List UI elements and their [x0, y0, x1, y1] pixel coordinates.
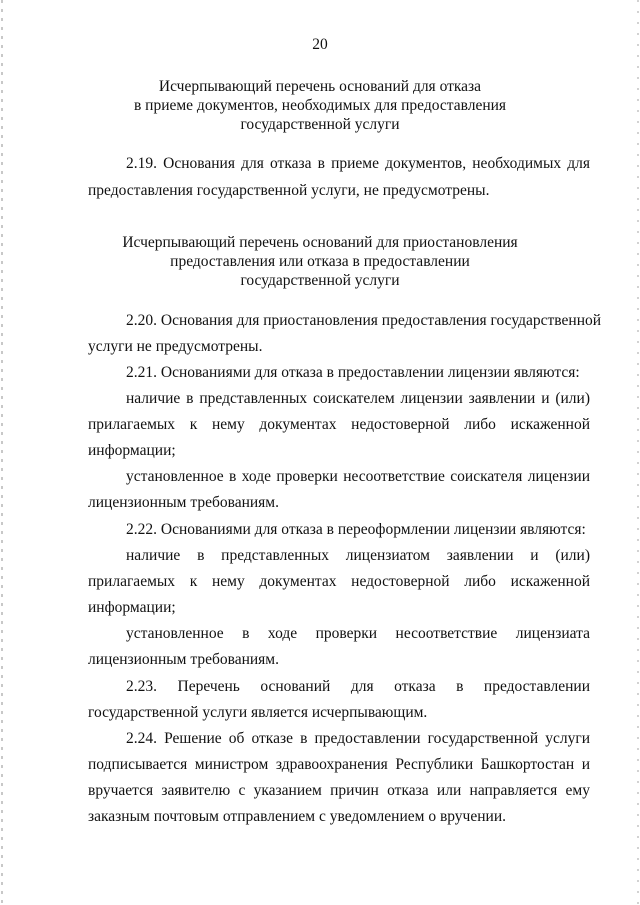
heading-line: государственной услуги [240, 272, 400, 289]
paragraph-2-21-line: лицензионным требованиям. [88, 494, 279, 511]
paragraph-2-21-line: 2.21. Основаниями для отказа в предоставлении лицензии являются: [126, 364, 580, 381]
paragraph-2-23-line: государственной услуги является исчерпывающим. [88, 704, 428, 721]
heading-line: предоставления или отказа в предоставлении [170, 253, 470, 270]
paragraph-2-22-line: прилагаемых к нему документах недостоверной либо искаженной [88, 573, 590, 590]
paragraph-2-21-line: установленное в ходе проверки несоответствие соискателя лицензии [126, 468, 590, 485]
paragraph-2-24-line: вручается заявителю с указанием причин отказа или направляется ему [88, 782, 590, 799]
paragraph-2-22-line: информации; [88, 599, 176, 616]
scan-edge-right [637, 0, 639, 905]
paragraph-2-24-line: подписывается министром здравоохранения Республики Башкортостан и [88, 756, 590, 773]
section-heading-suspension-refusal [90, 233, 550, 290]
heading-line: государственной услуги [240, 116, 400, 133]
page-number: 20 [312, 36, 328, 53]
paragraph-2-20-line: 2.20. Основания для приостановления предоставления государственной [126, 312, 602, 329]
paragraph-2-21-line: прилагаемых к нему документах недостоверной либо искаженной [88, 416, 590, 433]
paragraph-2-19-line: 2.19. Основания для отказа в приеме документов, необходимых для [126, 155, 590, 172]
heading-line: Исчерпывающий перечень оснований для приостановления [122, 234, 518, 251]
paragraph-2-20-line: услуги не предусмотрены. [88, 338, 263, 355]
heading-line: Исчерпывающий перечень оснований для отказа [158, 78, 482, 95]
paragraph-2-21-line: информации; [88, 442, 176, 459]
paragraph-2-19-line: предоставления государственной услуги, не предусмотрены. [88, 182, 490, 199]
paragraph-2-24-line: заказным почтовым отправлением с уведомлением о вручении. [88, 808, 506, 825]
paragraph-2-24-line: 2.24. Решение об отказе в предоставлении государственной услуги [126, 730, 590, 747]
paragraph-2-22-line: установленное в ходе проверки несоответствие лицензиата [126, 625, 590, 642]
paragraph-2-21-line: наличие в представленных соискателем лицензии заявлении и (или) [126, 390, 590, 407]
paragraph-2-23-line: 2.23. Перечень оснований для отказа в предоставлении [126, 678, 590, 695]
paragraph-2-22-line: наличие в представленных лицензиатом заявлении и (или) [126, 547, 590, 564]
section-heading-refusal-documents [90, 77, 550, 134]
heading-line: в приеме документов, необходимых для предоставления [133, 97, 507, 114]
paragraph-2-22-line: лицензионным требованиям. [88, 651, 279, 668]
paragraph-2-22-line: 2.22. Основаниями для отказа в переоформлении лицензии являются: [126, 521, 586, 538]
scan-edge-left [1, 0, 3, 905]
